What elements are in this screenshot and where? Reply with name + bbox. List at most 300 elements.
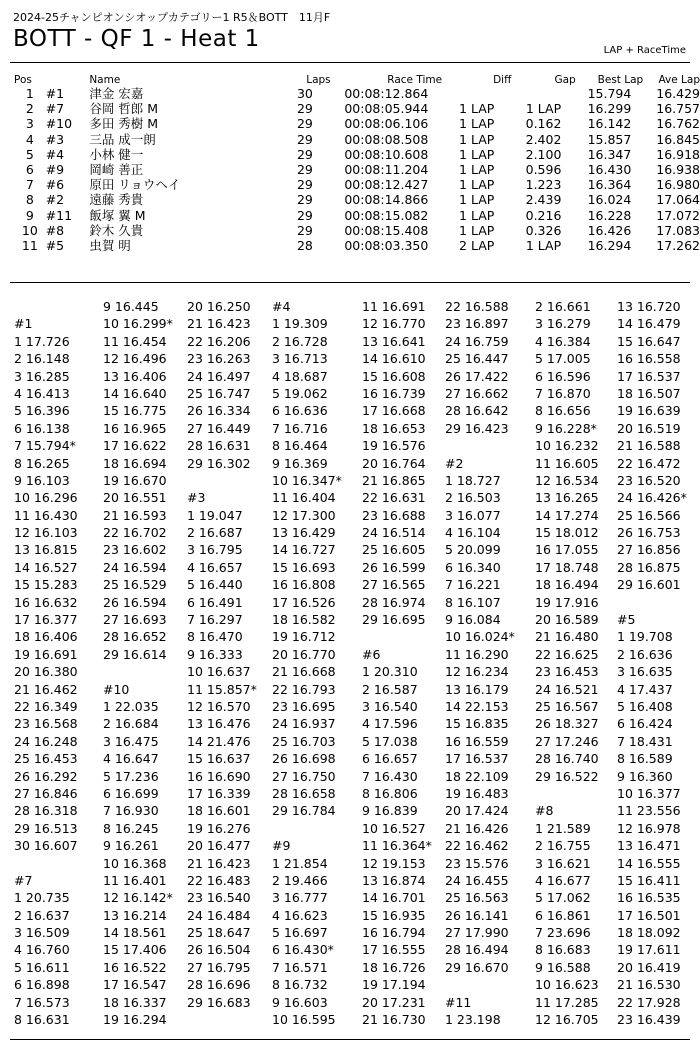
lap-time-entry: 20 16.380 xyxy=(14,664,78,680)
lap-time-entry: 16 16.739 xyxy=(362,385,426,401)
lap-time-entry: 12 16.142* xyxy=(103,890,173,906)
lap-time-entry: 26 16.504 xyxy=(187,942,251,958)
result-laps: 29 xyxy=(296,162,313,178)
lap-time-entry: 7 18.431 xyxy=(617,733,673,749)
lap-time-entry: 29 16.601 xyxy=(617,577,681,593)
lap-time-entry: 2 19.466 xyxy=(272,872,328,888)
lap-time-entry: 9 16.261 xyxy=(103,838,159,854)
lap-time-entry: 19 16.639 xyxy=(617,403,681,419)
lap-time-entry: 21 16.668 xyxy=(272,664,336,680)
results-table xyxy=(14,73,700,253)
lap-time-entry: 4 16.623 xyxy=(272,907,328,923)
spacer xyxy=(14,298,78,315)
lap-time-entry: 14 16.727 xyxy=(272,542,336,558)
lap-time-entry: 16 16.808 xyxy=(272,577,336,593)
lap-time-entry: 2 16.503 xyxy=(445,490,501,506)
lap-time-entry: 15 18.012 xyxy=(535,525,599,541)
lap-time-entry: 10 16.296 xyxy=(14,490,78,506)
lap-time-entry: 6 16.138 xyxy=(14,420,70,436)
lap-time-entry: 23 16.688 xyxy=(362,507,426,523)
result-diff: 1 LAP xyxy=(459,116,495,132)
lap-time-entry: 22 16.462 xyxy=(445,838,509,854)
result-car-number: #4 xyxy=(45,146,65,162)
lap-time-entry: 10 16.377 xyxy=(617,785,681,801)
lap-time-entry: 3 16.285 xyxy=(14,368,70,384)
lap-time-entry: 8 16.806 xyxy=(362,785,418,801)
lap-time-entry: 18 16.694 xyxy=(103,455,167,471)
lap-time-entry: 22 16.631 xyxy=(362,490,426,506)
result-gap: 0.216 xyxy=(525,207,562,223)
lap-time-entry: 20 17.424 xyxy=(445,803,509,819)
lap-time-entry: 16 16.965 xyxy=(103,420,167,436)
result-car-number: #11 xyxy=(45,207,73,223)
car-lap-heading: #6 xyxy=(362,646,381,662)
lap-time-entry: 13 16.429 xyxy=(272,525,336,541)
result-position: 9 xyxy=(25,207,34,223)
lap-time-entry: 3 16.540 xyxy=(362,698,418,714)
lap-time-entry: 4 16.104 xyxy=(445,525,501,541)
result-position: 11 xyxy=(21,237,38,253)
result-best-lap: 16.294 xyxy=(587,237,632,253)
lap-time-entry: 1 19.708 xyxy=(617,629,673,645)
col-header-name: Name xyxy=(89,73,121,86)
result-race-time: 00:08:12.864 xyxy=(344,86,429,102)
lap-time-entry: 9 16.360 xyxy=(617,768,673,784)
lap-time-entry: 17 16.537 xyxy=(617,368,681,384)
lap-time-entry: 4 16.760 xyxy=(14,942,70,958)
lap-time-entry: 28 16.652 xyxy=(103,629,167,645)
result-laps: 29 xyxy=(296,131,313,147)
lap-time-entry: 23 16.520 xyxy=(617,472,681,488)
lap-time-entry: 6 16.491 xyxy=(187,594,243,610)
spacer xyxy=(617,594,687,611)
lap-time-entry: 6 16.657 xyxy=(362,751,418,767)
lap-time-entry: 1 19.309 xyxy=(272,316,328,332)
lap-time-entry: 15 17.406 xyxy=(103,942,167,958)
result-diff: 1 LAP xyxy=(459,222,495,238)
result-row xyxy=(14,177,700,192)
result-position: 3 xyxy=(25,116,34,132)
result-car-number: #5 xyxy=(45,237,65,253)
result-ave-lap: 16.980 xyxy=(656,177,700,193)
lap-time-entry: 28 16.696 xyxy=(187,977,251,993)
col-header-pos: Pos xyxy=(14,73,32,86)
lap-time-entry: 1 19.047 xyxy=(187,507,243,523)
lap-time-entry: 5 16.408 xyxy=(617,698,673,714)
lap-time-entry: 2 16.637 xyxy=(14,907,70,923)
lap-time-entry: 22 16.206 xyxy=(187,333,251,349)
result-race-time: 00:08:10.608 xyxy=(344,146,429,162)
lap-time-entry: 28 16.494 xyxy=(445,942,509,958)
lap-time-entry: 24 16.484 xyxy=(187,907,251,923)
result-driver-name: 津金 宏嘉 xyxy=(89,86,144,102)
lap-time-entry: 13 16.720 xyxy=(617,299,681,314)
lap-time-entry: 9 16.228* xyxy=(535,420,597,436)
result-best-lap: 16.364 xyxy=(587,177,632,193)
lap-time-entry: 17 16.537 xyxy=(445,751,509,767)
lap-time-entry: 28 16.631 xyxy=(187,438,251,454)
lap-time-entry: 19 16.670 xyxy=(103,472,167,488)
lap-time-entry: 23 16.568 xyxy=(14,716,78,732)
lap-time-entry: 15 16.935 xyxy=(362,907,426,923)
lap-time-entry: 23 16.602 xyxy=(103,542,167,558)
lap-time-entry: 21 16.530 xyxy=(617,977,681,993)
lap-time-entry: 14 16.640 xyxy=(103,385,167,401)
lap-time-entry: 7 16.571 xyxy=(272,959,328,975)
result-race-time: 00:08:03.350 xyxy=(344,237,429,253)
lap-time-entry: 14 16.479 xyxy=(617,316,681,332)
lap-time-entry: 27 16.662 xyxy=(445,385,509,401)
lap-time-entry: 14 16.527 xyxy=(14,559,78,575)
lap-time-entry: 4 16.657 xyxy=(187,559,243,575)
lap-time-entry: 9 16.084 xyxy=(445,612,501,628)
result-race-time: 00:08:14.866 xyxy=(344,192,429,208)
lap-time-entry: 27 16.846 xyxy=(14,785,78,801)
lap-time-entry: 17 16.555 xyxy=(362,942,426,958)
lap-time-entry: 10 16.623 xyxy=(535,977,599,993)
lap-time-entry: 8 16.589 xyxy=(617,751,673,767)
lap-time-entry: 18 16.653 xyxy=(362,420,426,436)
lap-time-entry: 6 16.861 xyxy=(535,907,591,923)
result-race-time: 00:08:06.106 xyxy=(344,116,429,132)
report-subtitle: LAP + RaceTime xyxy=(603,45,686,56)
lap-time-entry: 12 16.570 xyxy=(187,698,251,714)
result-row xyxy=(14,223,700,238)
lap-time-entry: 26 16.698 xyxy=(272,751,336,767)
lap-time-entry: 2 16.728 xyxy=(272,333,328,349)
lap-time-entry: 3 16.795 xyxy=(187,542,243,558)
result-row xyxy=(14,86,700,101)
lap-time-entry: 21 16.423 xyxy=(187,855,251,871)
result-gap: 2.100 xyxy=(525,146,562,162)
lap-time-entry: 18 16.406 xyxy=(14,629,78,645)
result-driver-name: 飯塚 翼 M xyxy=(89,207,146,223)
lap-time-entry: 25 16.447 xyxy=(445,351,509,367)
car-lap-heading: #9 xyxy=(272,838,291,854)
lap-time-entry: 28 16.974 xyxy=(362,594,426,610)
result-row xyxy=(14,116,700,131)
lap-time-entry: 25 16.605 xyxy=(362,542,426,558)
lap-time-entry: 18 16.337 xyxy=(103,994,167,1010)
lap-time-entry: 8 16.470 xyxy=(187,629,243,645)
lap-time-entry: 29 16.302 xyxy=(187,455,251,471)
result-race-time: 00:08:15.082 xyxy=(344,207,429,223)
lap-time-entry: 13 16.641 xyxy=(362,333,426,349)
result-best-lap: 15.857 xyxy=(587,131,632,147)
lap-time-entry: 11 16.605 xyxy=(535,455,599,471)
result-diff: 1 LAP xyxy=(459,146,495,162)
result-laps: 29 xyxy=(296,192,313,208)
lap-time-entry: 7 16.221 xyxy=(445,577,501,593)
lap-time-entry: 13 16.874 xyxy=(362,872,426,888)
lap-time-entry: 9 16.369 xyxy=(272,455,328,471)
col-header-diff: Diff xyxy=(493,73,512,86)
lap-time-entry: 3 16.777 xyxy=(272,890,328,906)
lap-time-entry: 20 17.231 xyxy=(362,994,426,1010)
result-car-number: #9 xyxy=(45,162,65,178)
lap-time-entry: 21 16.730 xyxy=(362,1012,426,1028)
lap-time-entry: 13 16.179 xyxy=(445,681,509,697)
lap-time-entry: 12 16.705 xyxy=(535,1012,599,1028)
lap-time-entry: 27 16.693 xyxy=(103,612,167,628)
lap-time-entry: 29 16.670 xyxy=(445,959,509,975)
lap-time-entry: 24 16.937 xyxy=(272,716,336,732)
lap-time-entry: 13 16.471 xyxy=(617,838,681,854)
lap-time-entry: 14 16.701 xyxy=(362,890,426,906)
report-supertitle: 2024-25チャンピオンシオップカテゴリー1 R5＆BOTT 11月F xyxy=(13,11,331,24)
lap-time-entry: 24 16.594 xyxy=(103,559,167,575)
result-laps: 29 xyxy=(296,146,313,162)
lap-time-entry: 3 16.713 xyxy=(272,351,328,367)
spacer xyxy=(272,820,342,837)
result-car-number: #6 xyxy=(45,177,65,193)
lap-time-entry: 11 17.285 xyxy=(535,994,599,1010)
lap-time-entry: 2 16.661 xyxy=(535,299,591,314)
result-race-time: 00:08:15.408 xyxy=(344,222,429,238)
lap-time-entry: 10 16.595 xyxy=(272,1012,336,1028)
lap-time-entry: 20 16.589 xyxy=(535,612,599,628)
result-laps: 29 xyxy=(296,101,313,117)
lap-time-entry: 14 16.555 xyxy=(617,855,681,871)
lap-time-entry: 17 16.526 xyxy=(272,594,336,610)
lap-time-entry: 16 16.559 xyxy=(445,733,509,749)
lap-time-entry: 5 16.440 xyxy=(187,577,243,593)
lap-time-entry: 12 16.770 xyxy=(362,316,426,332)
result-ave-lap: 16.429 xyxy=(656,86,700,102)
result-gap: 1.223 xyxy=(525,177,562,193)
lap-time-entry: 8 16.732 xyxy=(272,977,328,993)
lap-time-entry: 24 16.455 xyxy=(445,872,509,888)
lap-time-entry: 14 22.153 xyxy=(445,698,509,714)
lap-time-entry: 27 16.856 xyxy=(617,542,681,558)
lap-time-entry: 1 22.035 xyxy=(103,698,159,714)
result-laps: 29 xyxy=(296,222,313,238)
spacer xyxy=(14,855,78,872)
lap-time-entry: 17 16.622 xyxy=(103,438,167,454)
lap-time-entry: 29 16.683 xyxy=(187,994,251,1010)
col-header-race-time: Race Time xyxy=(387,73,443,86)
lap-time-entry: 5 20.099 xyxy=(445,542,501,558)
lap-time-entry: 6 16.424 xyxy=(617,716,673,732)
lap-time-entry: 10 16.527 xyxy=(362,820,426,836)
lap-time-entry: 6 16.898 xyxy=(14,977,70,993)
lap-column xyxy=(187,298,257,1011)
lap-time-entry: 26 16.594 xyxy=(103,594,167,610)
lap-time-entry: 1 21.589 xyxy=(535,820,591,836)
lap-time-entry: 10 16.368 xyxy=(103,855,167,871)
lap-time-entry: 5 17.062 xyxy=(535,890,591,906)
lap-time-entry: 24 16.759 xyxy=(445,333,509,349)
lap-time-entry: 19 17.194 xyxy=(362,977,426,993)
col-header-num xyxy=(46,73,90,86)
lap-column xyxy=(103,298,173,1028)
lap-time-entry: 15 16.775 xyxy=(103,403,167,419)
lap-time-entry: 20 16.764 xyxy=(362,455,426,471)
result-ave-lap: 16.757 xyxy=(656,101,700,117)
lap-time-entry: 2 16.587 xyxy=(362,681,418,697)
result-best-lap: 16.228 xyxy=(587,207,632,223)
result-diff: 1 LAP xyxy=(459,162,495,178)
lap-time-entry: 22 16.625 xyxy=(535,646,599,662)
lap-time-entry: 21 16.593 xyxy=(103,507,167,523)
lap-time-entry: 9 16.333 xyxy=(187,646,243,662)
lap-time-entry: 29 16.695 xyxy=(362,612,426,628)
lap-time-entry: 20 16.770 xyxy=(272,646,336,662)
lap-time-entry: 3 16.635 xyxy=(617,664,673,680)
lap-time-entry: 8 16.631 xyxy=(14,1012,70,1028)
lap-time-entry: 12 16.496 xyxy=(103,351,167,367)
lap-time-entry: 4 17.596 xyxy=(362,716,418,732)
lap-time-entry: 1 23.198 xyxy=(445,1012,501,1028)
lap-time-entry: 6 16.596 xyxy=(535,368,591,384)
result-ave-lap: 16.918 xyxy=(656,146,700,162)
result-gap: 0.596 xyxy=(525,162,562,178)
result-car-number: #7 xyxy=(45,101,65,117)
result-ave-lap: 17.083 xyxy=(656,222,700,238)
result-best-lap: 16.142 xyxy=(587,116,632,132)
report-title: BOTT - QF 1 - Heat 1 xyxy=(13,26,260,52)
lap-time-entry: 4 16.677 xyxy=(535,872,591,888)
result-row xyxy=(14,147,700,162)
result-row xyxy=(14,192,700,207)
lap-time-entry: 5 17.005 xyxy=(535,351,591,367)
result-ave-lap: 17.072 xyxy=(656,207,700,223)
result-diff: 1 LAP xyxy=(459,192,495,208)
lap-time-entry: 26 16.334 xyxy=(187,403,251,419)
result-driver-name: 岡崎 善正 xyxy=(89,162,144,178)
lap-time-entry: 3 16.509 xyxy=(14,925,70,941)
lap-time-entry: 4 16.647 xyxy=(103,751,159,767)
lap-time-entry: 24 16.521 xyxy=(535,681,599,697)
car-lap-heading: #10 xyxy=(103,681,130,697)
lap-column xyxy=(272,298,342,1028)
lap-time-entry: 1 17.726 xyxy=(14,333,70,349)
lap-time-entry: 7 23.696 xyxy=(535,925,591,941)
result-diff xyxy=(442,86,511,101)
lap-time-entry: 5 16.396 xyxy=(14,403,70,419)
lap-column xyxy=(362,298,432,1028)
result-gap: 2.402 xyxy=(525,131,562,147)
lap-time-entry: 3 16.621 xyxy=(535,855,591,871)
lap-time-entry: 2 16.687 xyxy=(187,525,243,541)
lap-time-entry: 13 16.406 xyxy=(103,368,167,384)
lap-time-entry: 19 16.691 xyxy=(14,646,78,662)
lap-time-entry: 13 16.815 xyxy=(14,542,78,558)
lap-time-entry: 23 16.897 xyxy=(445,316,509,332)
lap-time-entry: 19 16.294 xyxy=(103,1012,167,1028)
lap-time-entry: 26 16.141 xyxy=(445,907,509,923)
lap-time-entry: 15 16.835 xyxy=(445,716,509,732)
result-gap: 2.439 xyxy=(525,192,562,208)
lap-time-entry: 22 16.483 xyxy=(187,872,251,888)
lap-time-entry: 19 16.576 xyxy=(362,438,426,454)
lap-time-entry: 10 16.299* xyxy=(103,316,173,332)
lap-time-entry: 23 16.263 xyxy=(187,351,251,367)
results-rule xyxy=(10,282,690,283)
lap-time-entry: 18 16.726 xyxy=(362,959,426,975)
lap-time-entry: 21 16.588 xyxy=(617,438,681,454)
result-diff: 1 LAP xyxy=(459,131,495,147)
lap-time-entry: 3 16.279 xyxy=(535,316,591,332)
lap-column xyxy=(617,298,687,1028)
result-gap: 1 LAP xyxy=(525,101,562,117)
lap-time-entry: 7 15.794* xyxy=(14,438,76,454)
lap-time-entry: 4 16.384 xyxy=(535,333,591,349)
lap-time-entry: 22 16.588 xyxy=(445,299,509,314)
lap-time-entry: 27 16.795 xyxy=(187,959,251,975)
lap-time-entry: 29 16.513 xyxy=(14,820,78,836)
lap-time-entry: 7 16.573 xyxy=(14,994,70,1010)
spacer xyxy=(535,785,599,802)
lap-time-entry: 6 16.430* xyxy=(272,942,334,958)
lap-time-entry: 11 16.430 xyxy=(14,507,78,523)
result-position: 1 xyxy=(25,86,34,102)
lap-time-entry: 15 16.637 xyxy=(187,751,251,767)
car-lap-heading: #1 xyxy=(14,316,33,332)
lap-time-entry: 17 18.748 xyxy=(535,559,599,575)
result-diff: 2 LAP xyxy=(459,237,495,253)
result-laps: 29 xyxy=(296,177,313,193)
lap-time-entry: 16 16.632 xyxy=(14,594,78,610)
lap-time-entry: 2 16.148 xyxy=(14,351,70,367)
result-diff: 1 LAP xyxy=(459,177,495,193)
lap-time-entry: 27 16.750 xyxy=(272,768,336,784)
result-row xyxy=(14,162,700,177)
lap-time-entry: 11 16.454 xyxy=(103,333,167,349)
lap-time-entry: 11 16.364* xyxy=(362,838,432,854)
lap-time-entry: 16 16.794 xyxy=(362,925,426,941)
lap-time-entry: 17 16.377 xyxy=(14,612,78,628)
lap-time-entry: 1 20.735 xyxy=(14,890,70,906)
result-ave-lap: 17.262 xyxy=(656,237,700,253)
result-driver-name: 虫賀 明 xyxy=(89,237,131,253)
result-race-time: 00:08:08.508 xyxy=(344,131,429,147)
lap-time-entry: 1 21.854 xyxy=(272,855,328,871)
lap-time-entry: 25 18.647 xyxy=(187,925,251,941)
lap-time-entry: 9 16.445 xyxy=(103,299,159,314)
result-best-lap: 16.430 xyxy=(587,162,632,178)
lap-time-entry: 7 16.870 xyxy=(535,385,591,401)
lap-time-entry: 15 16.608 xyxy=(362,368,426,384)
lap-time-entry: 11 15.857* xyxy=(187,681,257,697)
lap-time-entry: 4 18.687 xyxy=(272,368,328,384)
result-row xyxy=(14,208,700,223)
lap-time-entry: 22 16.793 xyxy=(272,681,336,697)
lap-time-entry: 15 16.411 xyxy=(617,872,681,888)
car-lap-heading: #7 xyxy=(14,872,33,888)
lap-time-entry: 9 16.588 xyxy=(535,959,591,975)
result-car-number: #3 xyxy=(45,131,65,147)
lap-time-entry: 27 17.246 xyxy=(535,733,599,749)
result-ave-lap: 16.845 xyxy=(656,131,700,147)
spacer xyxy=(445,437,515,454)
lap-time-entry: 21 16.480 xyxy=(535,629,599,645)
lap-time-entry: 18 18.092 xyxy=(617,925,681,941)
lap-time-entry: 7 16.930 xyxy=(103,803,159,819)
result-row xyxy=(14,238,700,253)
lap-time-entry: 22 16.702 xyxy=(103,525,167,541)
lap-time-entry: 12 17.300 xyxy=(272,507,336,523)
spacer xyxy=(103,663,173,680)
result-row xyxy=(14,132,700,147)
lap-time-entry: 11 16.404 xyxy=(272,490,336,506)
lap-time-entry: 9 16.103 xyxy=(14,472,70,488)
lap-time-entry: 13 16.214 xyxy=(103,907,167,923)
lap-time-entry: 14 18.561 xyxy=(103,925,167,941)
result-position: 10 xyxy=(21,222,38,238)
lap-time-entry: 8 16.683 xyxy=(535,942,591,958)
result-ave-lap: 16.938 xyxy=(656,162,700,178)
